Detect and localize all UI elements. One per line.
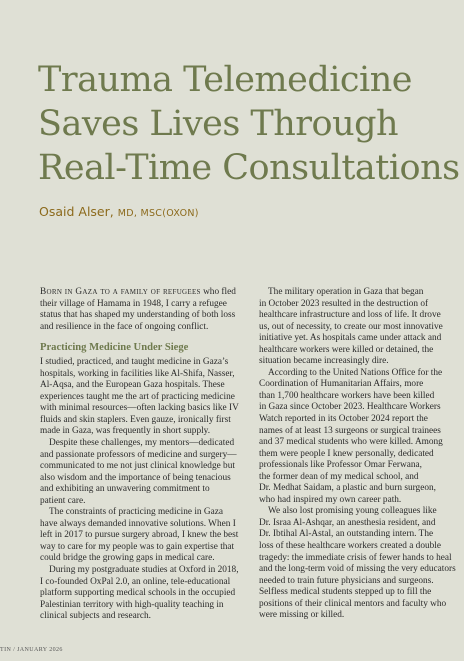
intro-line: and resilience in the face of ongoing conflict. xyxy=(40,321,209,332)
author-credentials: MD, MSC(OXON) xyxy=(117,208,199,219)
body-line: loss of these healthcare workers created a double xyxy=(259,541,441,552)
body-line: needed to train future physicians and surgeons. xyxy=(259,575,434,586)
body-line: Dr. Medhat Saidam, a plastic and burn surgeon, xyxy=(259,483,436,494)
section-heading: Practicing Medicine Under Siege xyxy=(40,342,189,354)
body-line: them were people I knew personally, dedicated xyxy=(259,448,434,459)
intro-line: status that has shaped my understanding of both loss xyxy=(40,310,236,321)
body-line: initiative yet. As hospitals came under attack and xyxy=(259,333,442,344)
intro-paragraph xyxy=(40,287,242,299)
body-line: names of at least 13 surgeons or surgical trainees xyxy=(259,425,441,436)
body-line: platform supporting medical schools in the occupied xyxy=(40,588,236,599)
body-line: According to the United Nations Office for the xyxy=(268,367,443,378)
body-line: Coordination of Humanitarian Affairs, more xyxy=(259,379,424,390)
body-line: healthcare workers were killed or detained, the xyxy=(259,344,434,355)
body-line: also wisdom and the importance of being tenacious xyxy=(40,472,231,483)
body-line: During my postgraduate studies at Oxford in 2018, xyxy=(49,565,239,576)
body-line: We also lost promising young colleagues like xyxy=(268,506,437,517)
body-line: than 1,700 healthcare workers have been killed xyxy=(259,390,435,401)
body-line: Dr. Ibtihal Al-Astal, an outstanding intern. The xyxy=(259,529,434,540)
body-line: fluids and skin staplers. Even gauze, ironically first xyxy=(40,414,231,425)
left-column xyxy=(40,287,242,623)
body-line: have always demanded innovative solutions. When I xyxy=(40,518,236,529)
body-line: Al-Aqsa, and the European Gaza hospitals. These xyxy=(40,380,225,391)
body-line: Palestinian territory with high-quality teaching in xyxy=(40,599,224,610)
body-line: tragedy: the immediate crisis of fewer hands to heal xyxy=(259,552,452,563)
body-line: left in 2017 to pursue surgery abroad, I knew the best xyxy=(40,530,239,541)
body-line: Despite these challenges, my mentors—dedicated xyxy=(49,438,235,449)
intro-smallcaps: Born in Gaza to a family of refugees xyxy=(40,287,201,297)
body-line: in October 2023 resulted in the destruction of xyxy=(259,298,429,309)
body-line: situation became increasingly dire. xyxy=(259,356,389,367)
body-line: patient care. xyxy=(40,495,86,506)
article-title xyxy=(38,58,458,190)
body-line: I co-founded OxPal 2.0, an online, tele-educational xyxy=(40,576,231,587)
author-byline xyxy=(39,204,199,219)
body-line: Watch reported in its October 2024 report the xyxy=(259,414,428,425)
body-line: clinical subjects and research. xyxy=(40,611,151,622)
body-line: who had inspired my own career path. xyxy=(259,494,402,505)
body-line: hospitals, working in facilities like Al-Shifa, Nasser, xyxy=(40,368,235,379)
body-line: way to care for my people was to gain expertise that xyxy=(40,541,235,552)
body-line: and the long-term void of missing the very educators xyxy=(259,564,456,575)
body-line: and 37 medical students who were killed. Among xyxy=(259,437,443,448)
body-line: Selfless medical students stepped up to fill the xyxy=(259,587,432,598)
body-line: the former dean of my medical school, and xyxy=(259,471,419,482)
body-line: were missing or killed. xyxy=(259,610,345,621)
body-line: with minimal resources—often lacking basics like IV xyxy=(40,403,239,414)
body-line: and exhibiting an unwavering commitment to xyxy=(40,484,210,495)
left-body-text xyxy=(40,357,242,623)
body-line: could bridge the growing gaps in medical care. xyxy=(40,553,215,564)
right-body-text xyxy=(259,287,464,622)
body-line: professionals like Professor Omar Ferwana, xyxy=(259,460,422,471)
body-line: experiences taught me the art of practicing medicine xyxy=(40,391,235,402)
body-line: The military operation in Gaza that began xyxy=(268,287,424,297)
body-line: and passionate professors of medicine and surgery— xyxy=(40,449,237,460)
author-name: Osaid Alser, xyxy=(39,204,114,219)
body-line: I studied, practiced, and taught medicine in Gaza’s xyxy=(40,357,229,368)
body-line: in Gaza since October 2023. Healthcare Workers xyxy=(259,402,441,413)
intro-line: their village of Hamama in 1948, I carry a refugee xyxy=(40,298,227,309)
body-line: us, out of necessity, to create our most innovative xyxy=(259,321,443,332)
body-line: The constraints of practicing medicine in Gaza xyxy=(49,507,223,518)
intro-line: who fled xyxy=(200,287,236,297)
body-line: communicated to me not just clinical knowledge but xyxy=(40,461,235,472)
body-line: positions of their clinical mentors and faculty who xyxy=(259,598,447,609)
right-column xyxy=(259,287,464,622)
title-line: Real-Time Consultations xyxy=(38,148,460,188)
page-footer: TIN / JANUARY 2026 xyxy=(0,647,63,653)
title-line: Trauma Telemedicine xyxy=(38,60,412,100)
body-line: healthcare infrastructure and loss of life. It drove xyxy=(259,310,441,321)
body-line: made in Gaza, was frequently in short supply. xyxy=(40,426,211,437)
title-line: Saves Lives Through xyxy=(38,104,399,144)
body-line: Dr. Israa Al-Ashqar, an anesthesia resident, and xyxy=(259,517,436,528)
